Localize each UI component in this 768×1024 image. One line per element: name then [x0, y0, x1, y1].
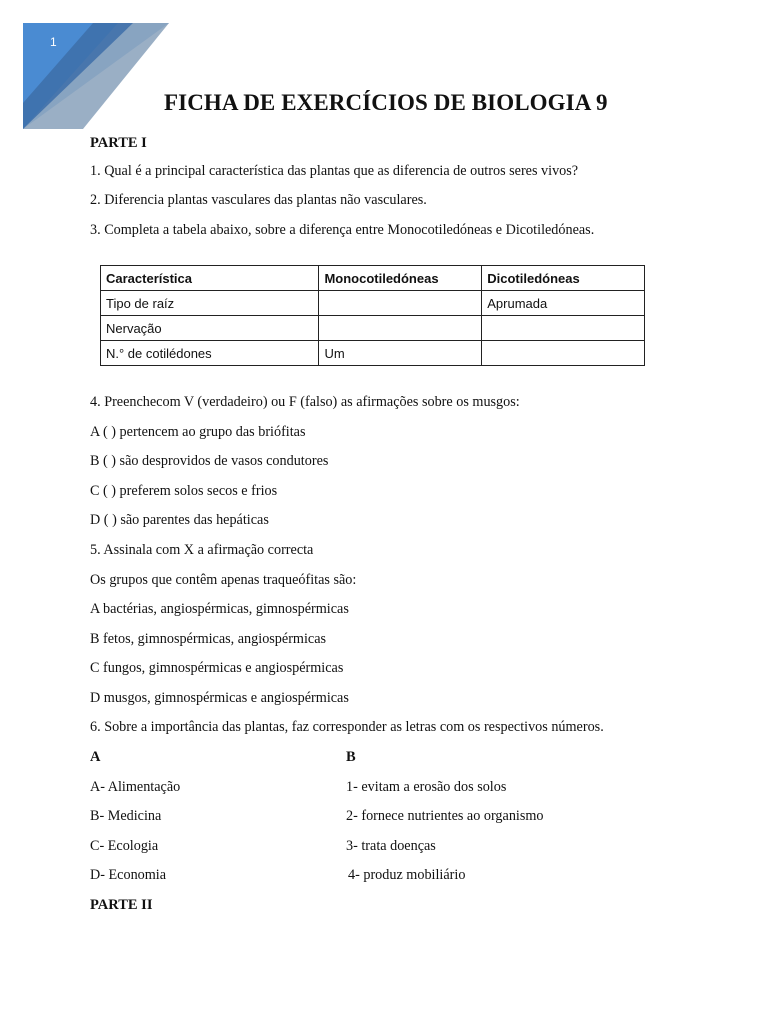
table-row — [101, 291, 645, 316]
q5-option-c: C fungos, gimnospérmicas e angiospérmicas — [90, 660, 344, 676]
question-5-stem: Os grupos que contêm apenas traqueófitas são: — [90, 572, 357, 588]
table-header-cell: Monocotiledóneas — [319, 266, 482, 291]
q6-col-b-item: 4- produz mobiliário — [348, 867, 466, 883]
page-corner-decoration — [23, 23, 169, 129]
table-cell: Aprumada — [482, 291, 645, 316]
part-2-heading: PARTE II — [90, 897, 153, 913]
q6-col-a-item: D- Economia — [90, 867, 167, 883]
table-header-row — [101, 266, 645, 291]
question-6: 6. Sobre a importância das plantas, faz corresponder as letras com os respectivos números. — [90, 719, 604, 735]
table-header-cell: Dicotiledóneas — [482, 266, 645, 291]
q5-option-a: A bactérias, angiospérmicas, gimnospérmicas — [90, 601, 349, 617]
table-header-cell: Característica — [101, 266, 319, 291]
table-cell — [319, 291, 482, 316]
table-row — [101, 316, 645, 341]
table-cell: Tipo de raíz — [101, 291, 319, 316]
q6-col-a-item: A- Alimentação — [90, 779, 181, 795]
q6-col-a-item: C- Ecologia — [90, 838, 159, 854]
q6-col-b-item: 1- evitam a erosão dos solos — [346, 779, 507, 795]
q6-column-a-heading: A — [90, 749, 101, 765]
part-1-heading: PARTE I — [90, 135, 147, 151]
page-number: 1 — [50, 35, 57, 49]
q6-col-b-item: 2- fornece nutrientes ao organismo — [346, 808, 544, 824]
q6-column-b-heading: B — [346, 749, 356, 765]
table-cell — [482, 316, 645, 341]
question-1: 1. Qual é a principal característica das plantas que as diferencia de outros seres vivos? — [90, 163, 579, 179]
table-cell: Um — [319, 341, 482, 366]
q4-item-b: B ( ) são desprovidos de vasos condutores — [90, 453, 329, 469]
q5-option-d: D musgos, gimnospérmicas e angiospérmicas — [90, 690, 349, 706]
question-3: 3. Completa a tabela abaixo, sobre a diferença entre Monocotiledóneas e Dicotiledóneas. — [90, 222, 595, 238]
q4-item-c: C ( ) preferem solos secos e frios — [90, 483, 278, 499]
q4-item-a: A ( ) pertencem ao grupo das briófitas — [90, 424, 306, 440]
table-cell — [482, 341, 645, 366]
table-cell — [319, 316, 482, 341]
comparison-table — [100, 265, 645, 366]
table-cell: N.° de cotilédones — [101, 341, 319, 366]
q6-col-b-item: 3- trata doenças — [346, 838, 436, 854]
q5-option-b: B fetos, gimnospérmicas, angiospérmicas — [90, 631, 327, 647]
q4-item-d: D ( ) são parentes das hepáticas — [90, 512, 269, 528]
question-5: 5. Assinala com X a afirmação correcta — [90, 542, 314, 558]
question-2: 2. Diferencia plantas vasculares das plantas não vasculares. — [90, 192, 427, 208]
table-row — [101, 341, 645, 366]
q6-col-a-item: B- Medicina — [90, 808, 162, 824]
question-4: 4. Preenchecom V (verdadeiro) ou F (falso) as afirmações sobre os musgos: — [90, 394, 520, 410]
document-title: FICHA DE EXERCÍCIOS DE BIOLOGIA 9 — [164, 90, 608, 115]
table-cell: Nervação — [101, 316, 319, 341]
